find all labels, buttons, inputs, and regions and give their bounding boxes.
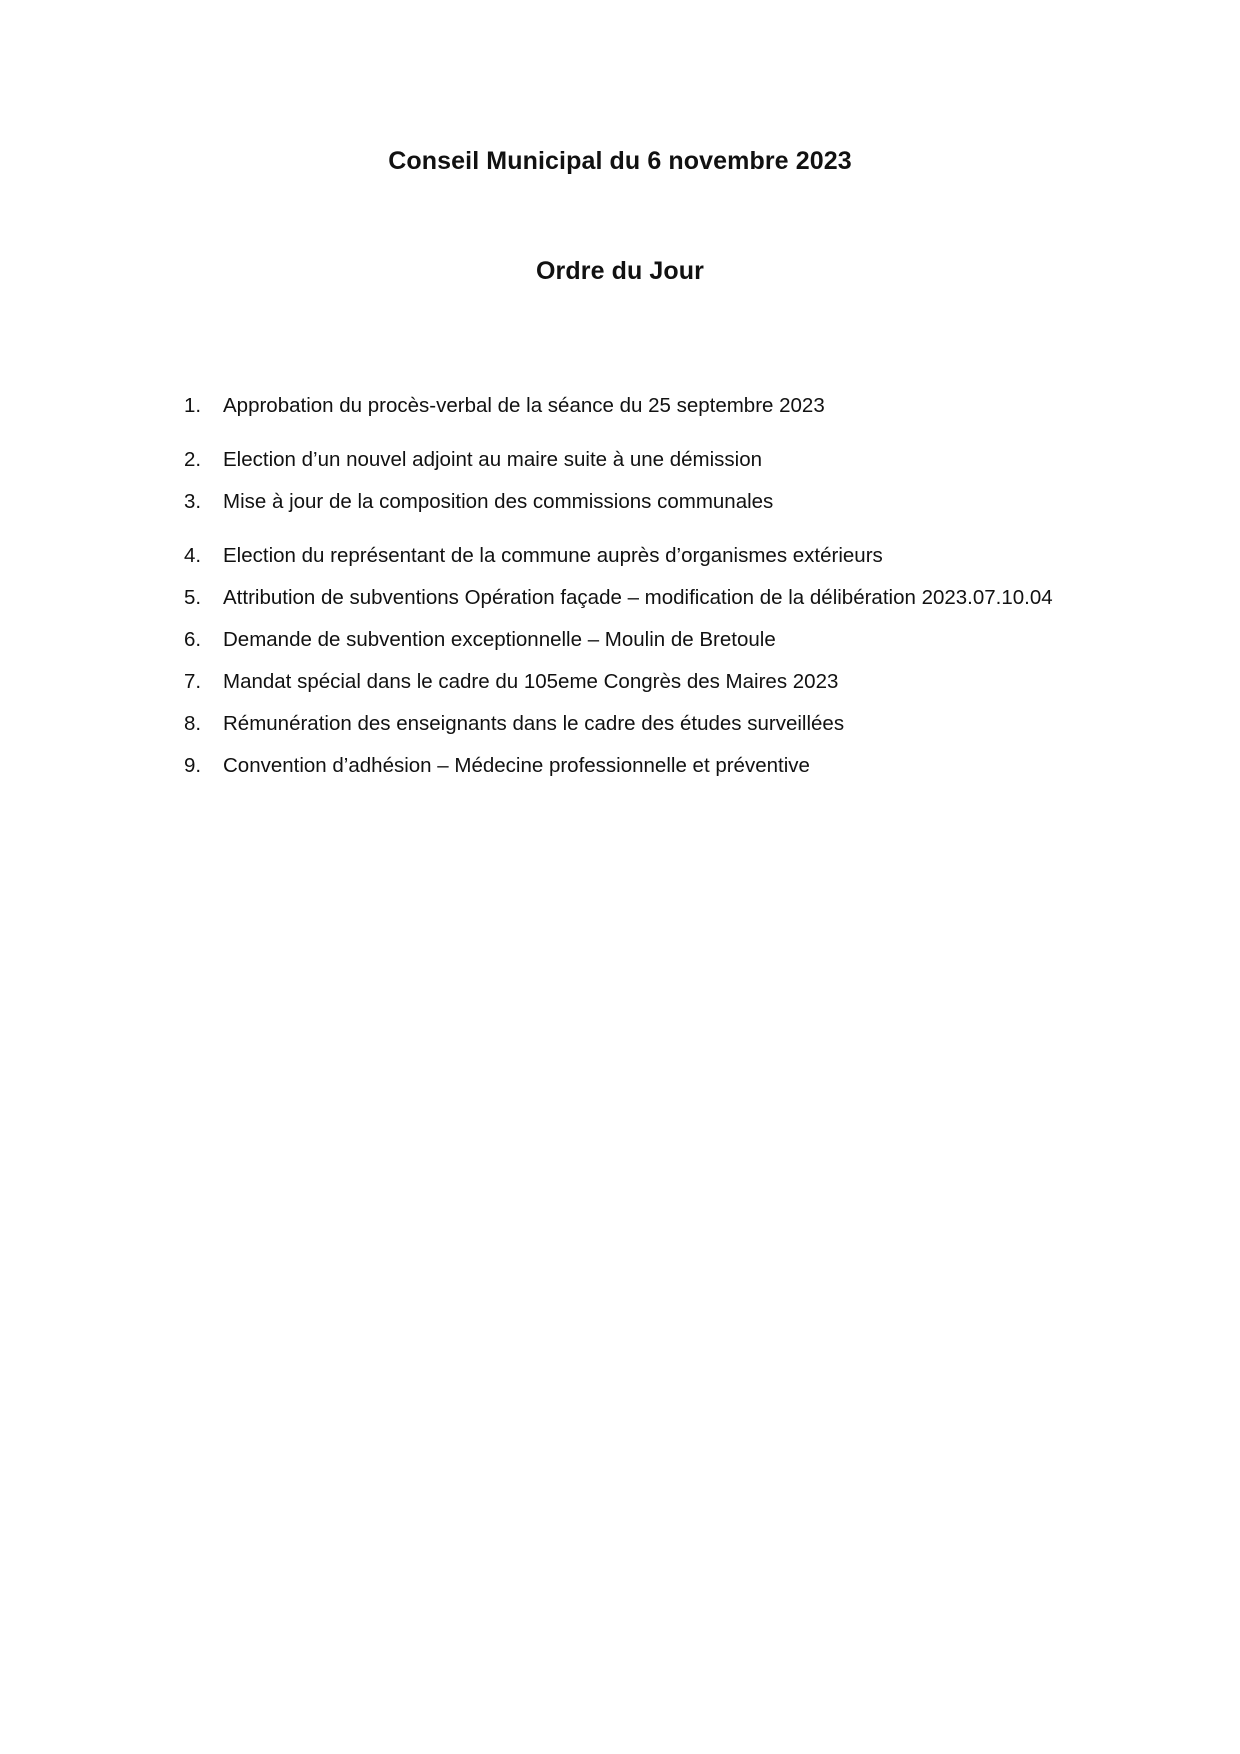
agenda-item-text: Rémunération des enseignants dans le cadre des études surveillées [223,712,845,735]
agenda-item-number: 2. [184,448,202,471]
agenda-item-number: 3. [184,490,202,513]
agenda-item-text: Demande de subvention exceptionnelle – Moulin de Bretoule [223,628,776,651]
agenda-item-text: Convention d’adhésion – Médecine professionnelle et préventive [223,754,810,777]
page-subtitle: Ordre du Jour [536,257,704,285]
agenda-item-text: Mandat spécial dans le cadre du 105eme Congrès des Maires 2023 [223,670,839,693]
agenda-item [0,586,1240,616]
agenda-item-number: 7. [184,670,202,693]
agenda-item [0,754,1240,784]
agenda-item [0,712,1240,742]
agenda-item-text: Election du représentant de la commune auprès d’organismes extérieurs [223,544,883,567]
agenda-item-number: 9. [184,754,202,777]
agenda-item [0,544,1240,574]
agenda-item [0,628,1240,658]
agenda-item-text: Attribution de subventions Opération façade – modification de la délibération 2023.07.10.04 [223,586,1053,609]
agenda-item [0,448,1240,478]
agenda-item-number: 5. [184,586,202,609]
agenda-item-text: Mise à jour de la composition des commissions communales [223,490,774,513]
agenda-item-number: 1. [184,394,202,417]
page-title: Conseil Municipal du 6 novembre 2023 [388,147,852,175]
agenda-item [0,670,1240,700]
agenda-item-number: 4. [184,544,202,567]
agenda-item-text: Election d’un nouvel adjoint au maire suite à une démission [223,448,763,471]
agenda-item [0,394,1240,424]
agenda-item-number: 8. [184,712,202,735]
agenda-item [0,490,1240,520]
agenda-item-text: Approbation du procès-verbal de la séance du 25 septembre 2023 [223,394,825,417]
agenda-item-number: 6. [184,628,202,651]
